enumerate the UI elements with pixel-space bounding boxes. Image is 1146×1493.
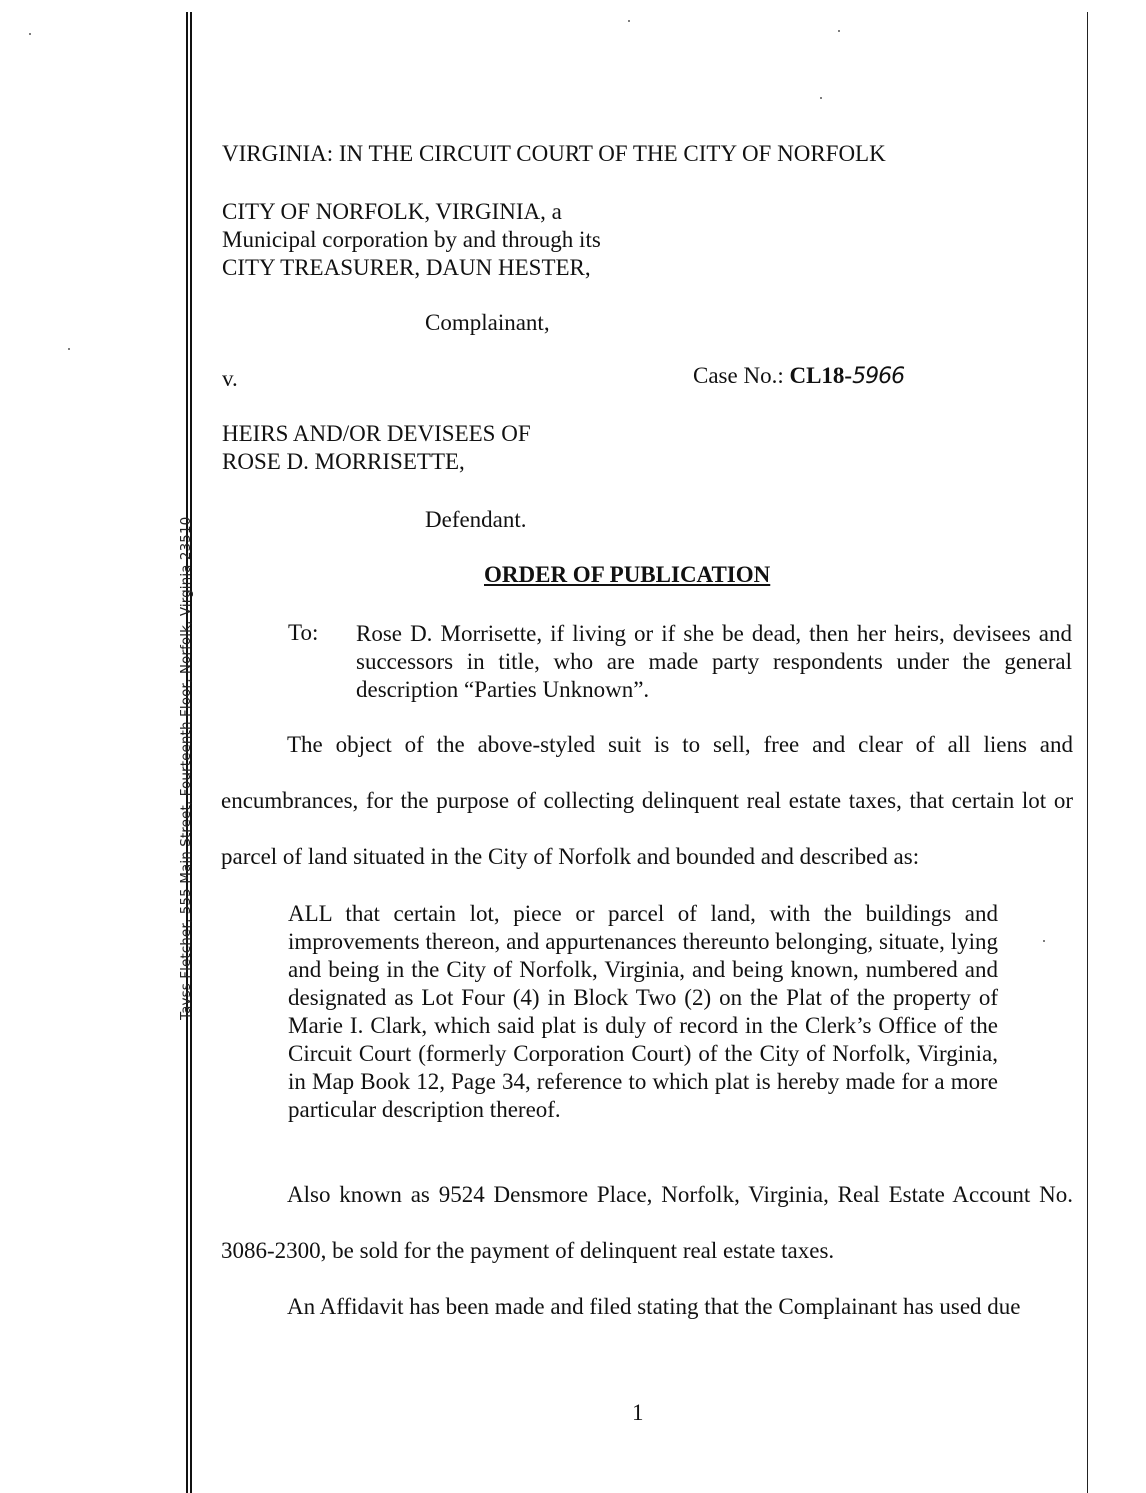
case-number-prefix: CL18- [789,363,853,388]
complainant-block [222,198,601,282]
scan-speck [628,20,630,22]
legal-description: ALL that certain lot, piece or parcel of land, with the buildings and improvements thereon, and appurtenances thereunto belonging, situate, lying and being in the City of Norfolk, Virginia, and being known, numbered and designated as Lot Four (4) in Block Two (2) on the Plat of the property of Marie I. Clark, which said plat is duly of record in the Clerk’s Office of the Circuit Court (formerly Corporation Court) of the City of Norfolk, Virginia, in Map Book 12, Page 34, reference to which plat is hereby made for a more particular description thereof. [288,901,998,1122]
complainant-line: CITY OF NORFOLK, VIRGINIA, a [222,199,562,224]
document-title: ORDER OF PUBLICATION [484,562,771,587]
scan-speck [820,97,822,99]
defendant-line: HEIRS AND/OR DEVISEES OF [222,421,531,446]
defendant-role: Defendant. [425,507,527,532]
to-label: To: [288,620,319,645]
firm-address-sidebar: Tavss Fletcher, 555 Main Street, Fourteenth Floor, Norfolk, Virginia 23510 [178,516,194,1020]
defendant-line: ROSE D. MORRISETTE, [222,449,465,474]
case-number-label: Case No.: [693,363,790,388]
case-number [693,363,904,389]
object-paragraph: The object of the above-styled suit is to sell, free and clear of all liens and encumbrances, for the purpose of collecting delinquent real estate taxes, that certain lot or parcel of land situated in the City of Norfolk and bounded and described as: [221,732,1073,869]
versus: v. [222,366,238,391]
to-addressee: Rose D. Morrisette, if living or if she be dead, then her heirs, devisees and successors in title, who are made party respondents under the general description “Parties Unknown”. [356,621,1072,702]
complainant-role: Complainant, [425,310,550,335]
court-heading: VIRGINIA: IN THE CIRCUIT COURT OF THE CITY OF NORFOLK [222,141,886,166]
also-known-paragraph: Also known as 9524 Densmore Place, Norfolk, Virginia, Real Estate Account No. 3086-2300, be sold for the payment of delinquent real estate taxes. [221,1182,1073,1263]
page-number: 1 [632,1400,644,1425]
case-number-handwritten: 5966 [852,364,905,389]
scan-speck [68,348,70,350]
scan-speck [1043,940,1045,942]
affidavit-paragraph: An Affidavit has been made and filed stating that the Complainant has used due [287,1294,1021,1319]
right-margin-rule [1087,12,1088,1493]
complainant-line: Municipal corporation by and through its [222,227,601,252]
complainant-line: CITY TREASURER, DAUN HESTER, [222,255,591,280]
scan-speck [838,30,840,32]
scan-speck [29,33,31,35]
